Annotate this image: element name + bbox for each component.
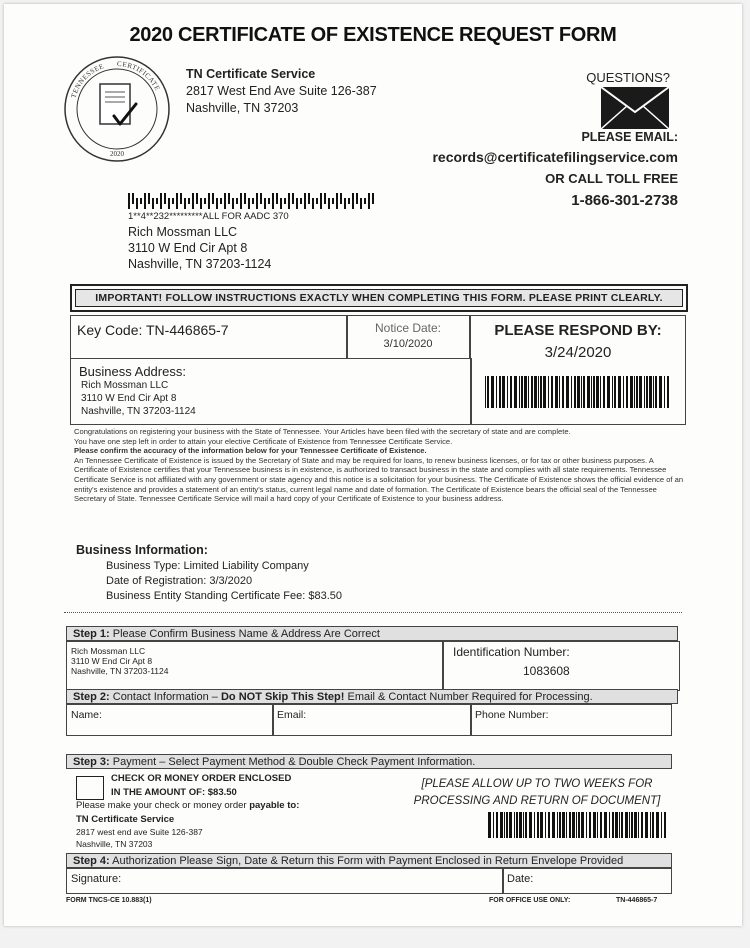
processing-note — [410, 776, 664, 810]
postal-barcode — [128, 193, 378, 209]
step1-number: Step 1: — [73, 628, 110, 640]
processing-note-line2: PROCESSING AND RETURN OF DOCUMENT] — [413, 795, 661, 807]
payable-instructions — [76, 800, 299, 811]
sender-line1: 2817 West End Ave Suite 126-387 — [186, 84, 377, 98]
signature-label: Signature: — [71, 873, 122, 885]
check-line-1: CHECK OR MONEY ORDER ENCLOSED — [111, 773, 292, 784]
seal-top-text: CERTIFICATE — [116, 59, 162, 93]
step2-text-c: Email & Contact Number Required for Processing. — [344, 691, 593, 703]
cut-line — [64, 612, 682, 613]
form-id: FORM TNCS-CE 10.883(1) — [66, 897, 152, 904]
seal-left-text: TENNESSEE — [69, 62, 106, 99]
step1-street: 3110 W End Cir Apt 8 — [71, 656, 153, 666]
signature-field[interactable] — [66, 868, 504, 894]
step2-number: Step 2: — [73, 691, 110, 703]
payable-text: Please make your check or money order — [76, 800, 250, 811]
name-field-label: Name: — [71, 709, 102, 721]
seal-year: 2020 — [110, 150, 124, 158]
notice-body — [74, 427, 686, 504]
registration-date: Date of Registration: 3/3/2020 — [106, 575, 253, 587]
form-title: 2020 CERTIFICATE OF EXISTENCE REQUEST FORM — [129, 24, 617, 46]
sender-name: TN Certificate Service — [186, 67, 316, 81]
contact-phone: 1-866-301-2738 — [571, 192, 678, 209]
payee-address — [76, 814, 203, 850]
notice-date-label: Notice Date: — [374, 321, 442, 335]
contact-email: records@certificatefilingservice.com — [432, 149, 678, 165]
important-banner — [70, 284, 688, 312]
business-info-heading: Business Information: — [76, 543, 208, 557]
notice-date-value: 3/10/2020 — [383, 338, 433, 350]
step3-number: Step 3: — [73, 756, 110, 768]
step2-header — [66, 689, 678, 704]
certificate-seal-icon — [62, 54, 172, 164]
body-paragraph-2: You have one step left in order to attain your elective Certificate of Existence from Tennessee Certificate Service. — [74, 436, 453, 446]
sender-address — [186, 66, 377, 117]
check-payment-label — [111, 772, 291, 800]
business-address-box — [70, 358, 472, 425]
phone-field-label: Phone Number: — [475, 709, 549, 721]
sender-line2: Nashville, TN 37203 — [186, 101, 299, 115]
business-type: Business Type: Limited Liability Company — [106, 560, 309, 572]
processing-note-line1: [PLEASE ALLOW UP TO TWO WEEKS FOR — [421, 778, 653, 790]
date-field[interactable] — [502, 868, 672, 894]
step2-text-b: Do NOT Skip This Step! — [220, 691, 345, 703]
respond-by-box — [470, 315, 686, 425]
respond-by-date: 3/24/2020 — [544, 344, 612, 361]
payable-to: payable to: — [249, 800, 300, 811]
questions-label: QUESTIONS? — [586, 70, 670, 85]
body-paragraph-1: Congratulations on registering your business with the State of Tennessee. Your Articles have been filed with the secretary of state and are complete. — [74, 427, 571, 436]
office-use-label: FOR OFFICE USE ONLY: — [489, 897, 571, 904]
important-text: IMPORTANT! FOLLOW INSTRUCTIONS EXACTLY WHEN COMPLETING THIS FORM. PLEASE PRINT CLEARLY. — [75, 289, 683, 307]
email-field[interactable] — [272, 704, 472, 736]
mailing-name: Rich Mossman LLC — [128, 225, 238, 239]
toll-free-label: OR CALL TOLL FREE — [545, 171, 678, 186]
name-field[interactable] — [66, 704, 274, 736]
body-paragraph-4: An Tennessee Certificate of Existence is issued by the Secretary of State and may be required for loans, to renew business licenses, or for tax or other business purposes. A Certificate of Existence certifies that your Tennessee business is in existence, is authorized to transact business in the state and complies with all state requirements. Tennessee Certificate Service is not affiliated with any government or state agency and this notice is a solicitation for your business. The Certificate of Existence shows the official evidence of an entity's existence and provides a statement of an entity's status, current legal name and date of formation. The Certificate of Existence bears the official seal of the Tennessee Secretary of State. Tennessee Certificate Service will mail a hard copy of your Certificate of Existence to your business address. — [74, 455, 684, 504]
respond-barcode — [485, 376, 671, 408]
office-reference: TN-446865-7 — [616, 897, 658, 904]
business-info — [106, 559, 342, 604]
step4-text: Authorization Please Sign, Date & Return this Form with Payment Enclosed in Return Envelope Provided — [109, 855, 624, 867]
form-page — [4, 4, 742, 926]
identification-number: 1083608 — [523, 664, 570, 678]
step4-header — [66, 853, 672, 868]
body-paragraph-3: Please confirm the accuracy of the information below for your Tennessee Certificate of Existence. — [74, 446, 427, 456]
step2-text-a: Contact Information – — [109, 691, 221, 703]
payee-line1: 2817 west end ave Suite 126-387 — [76, 827, 203, 837]
mailing-street: 3110 W End Cir Apt 8 — [128, 241, 248, 255]
key-code: Key Code: TN-446865-7 — [77, 322, 229, 338]
step4-number: Step 4: — [73, 855, 110, 867]
step1-address — [66, 641, 444, 691]
step1-header — [66, 626, 678, 641]
postal-endorsement: 1**4**232*********ALL FOR AADC 370 — [128, 211, 289, 222]
step1-name: Rich Mossman LLC — [71, 646, 146, 656]
step3-text: Payment – Select Payment Method & Double Check Payment Information. — [109, 756, 476, 768]
payment-barcode — [488, 812, 668, 838]
step1-city: Nashville, TN 37203-1124 — [71, 666, 169, 676]
step1-text: Please Confirm Business Name & Address Are Correct — [109, 628, 380, 640]
step3-header — [66, 754, 672, 769]
envelope-icon — [600, 86, 670, 130]
email-field-label: Email: — [277, 709, 307, 721]
respond-by-label: PLEASE RESPOND BY: — [494, 322, 662, 339]
date-label: Date: — [507, 873, 534, 885]
identification-box — [442, 641, 680, 691]
business-address-street: 3110 W End Cir Apt 8 — [81, 393, 177, 404]
key-code-box — [70, 315, 348, 359]
business-address-city: Nashville, TN 37203-1124 — [81, 406, 196, 417]
business-address-label: Business Address: — [79, 364, 186, 379]
mailing-address — [128, 224, 271, 272]
payee-line2: Nashville, TN 37203 — [76, 839, 153, 849]
business-address-name: Rich Mossman LLC — [81, 380, 169, 391]
payee-name: TN Certificate Service — [76, 814, 175, 825]
mailing-city: Nashville, TN 37203-1124 — [128, 257, 272, 271]
certificate-fee: Business Entity Standing Certificate Fee: $83.50 — [106, 590, 343, 602]
notice-date-box — [346, 315, 470, 359]
identification-label: Identification Number: — [453, 645, 570, 659]
phone-field[interactable] — [470, 704, 672, 736]
check-payment-checkbox[interactable] — [76, 776, 104, 800]
check-line-2: IN THE AMOUNT OF: $83.50 — [111, 787, 237, 798]
email-label: PLEASE EMAIL: — [581, 130, 678, 144]
